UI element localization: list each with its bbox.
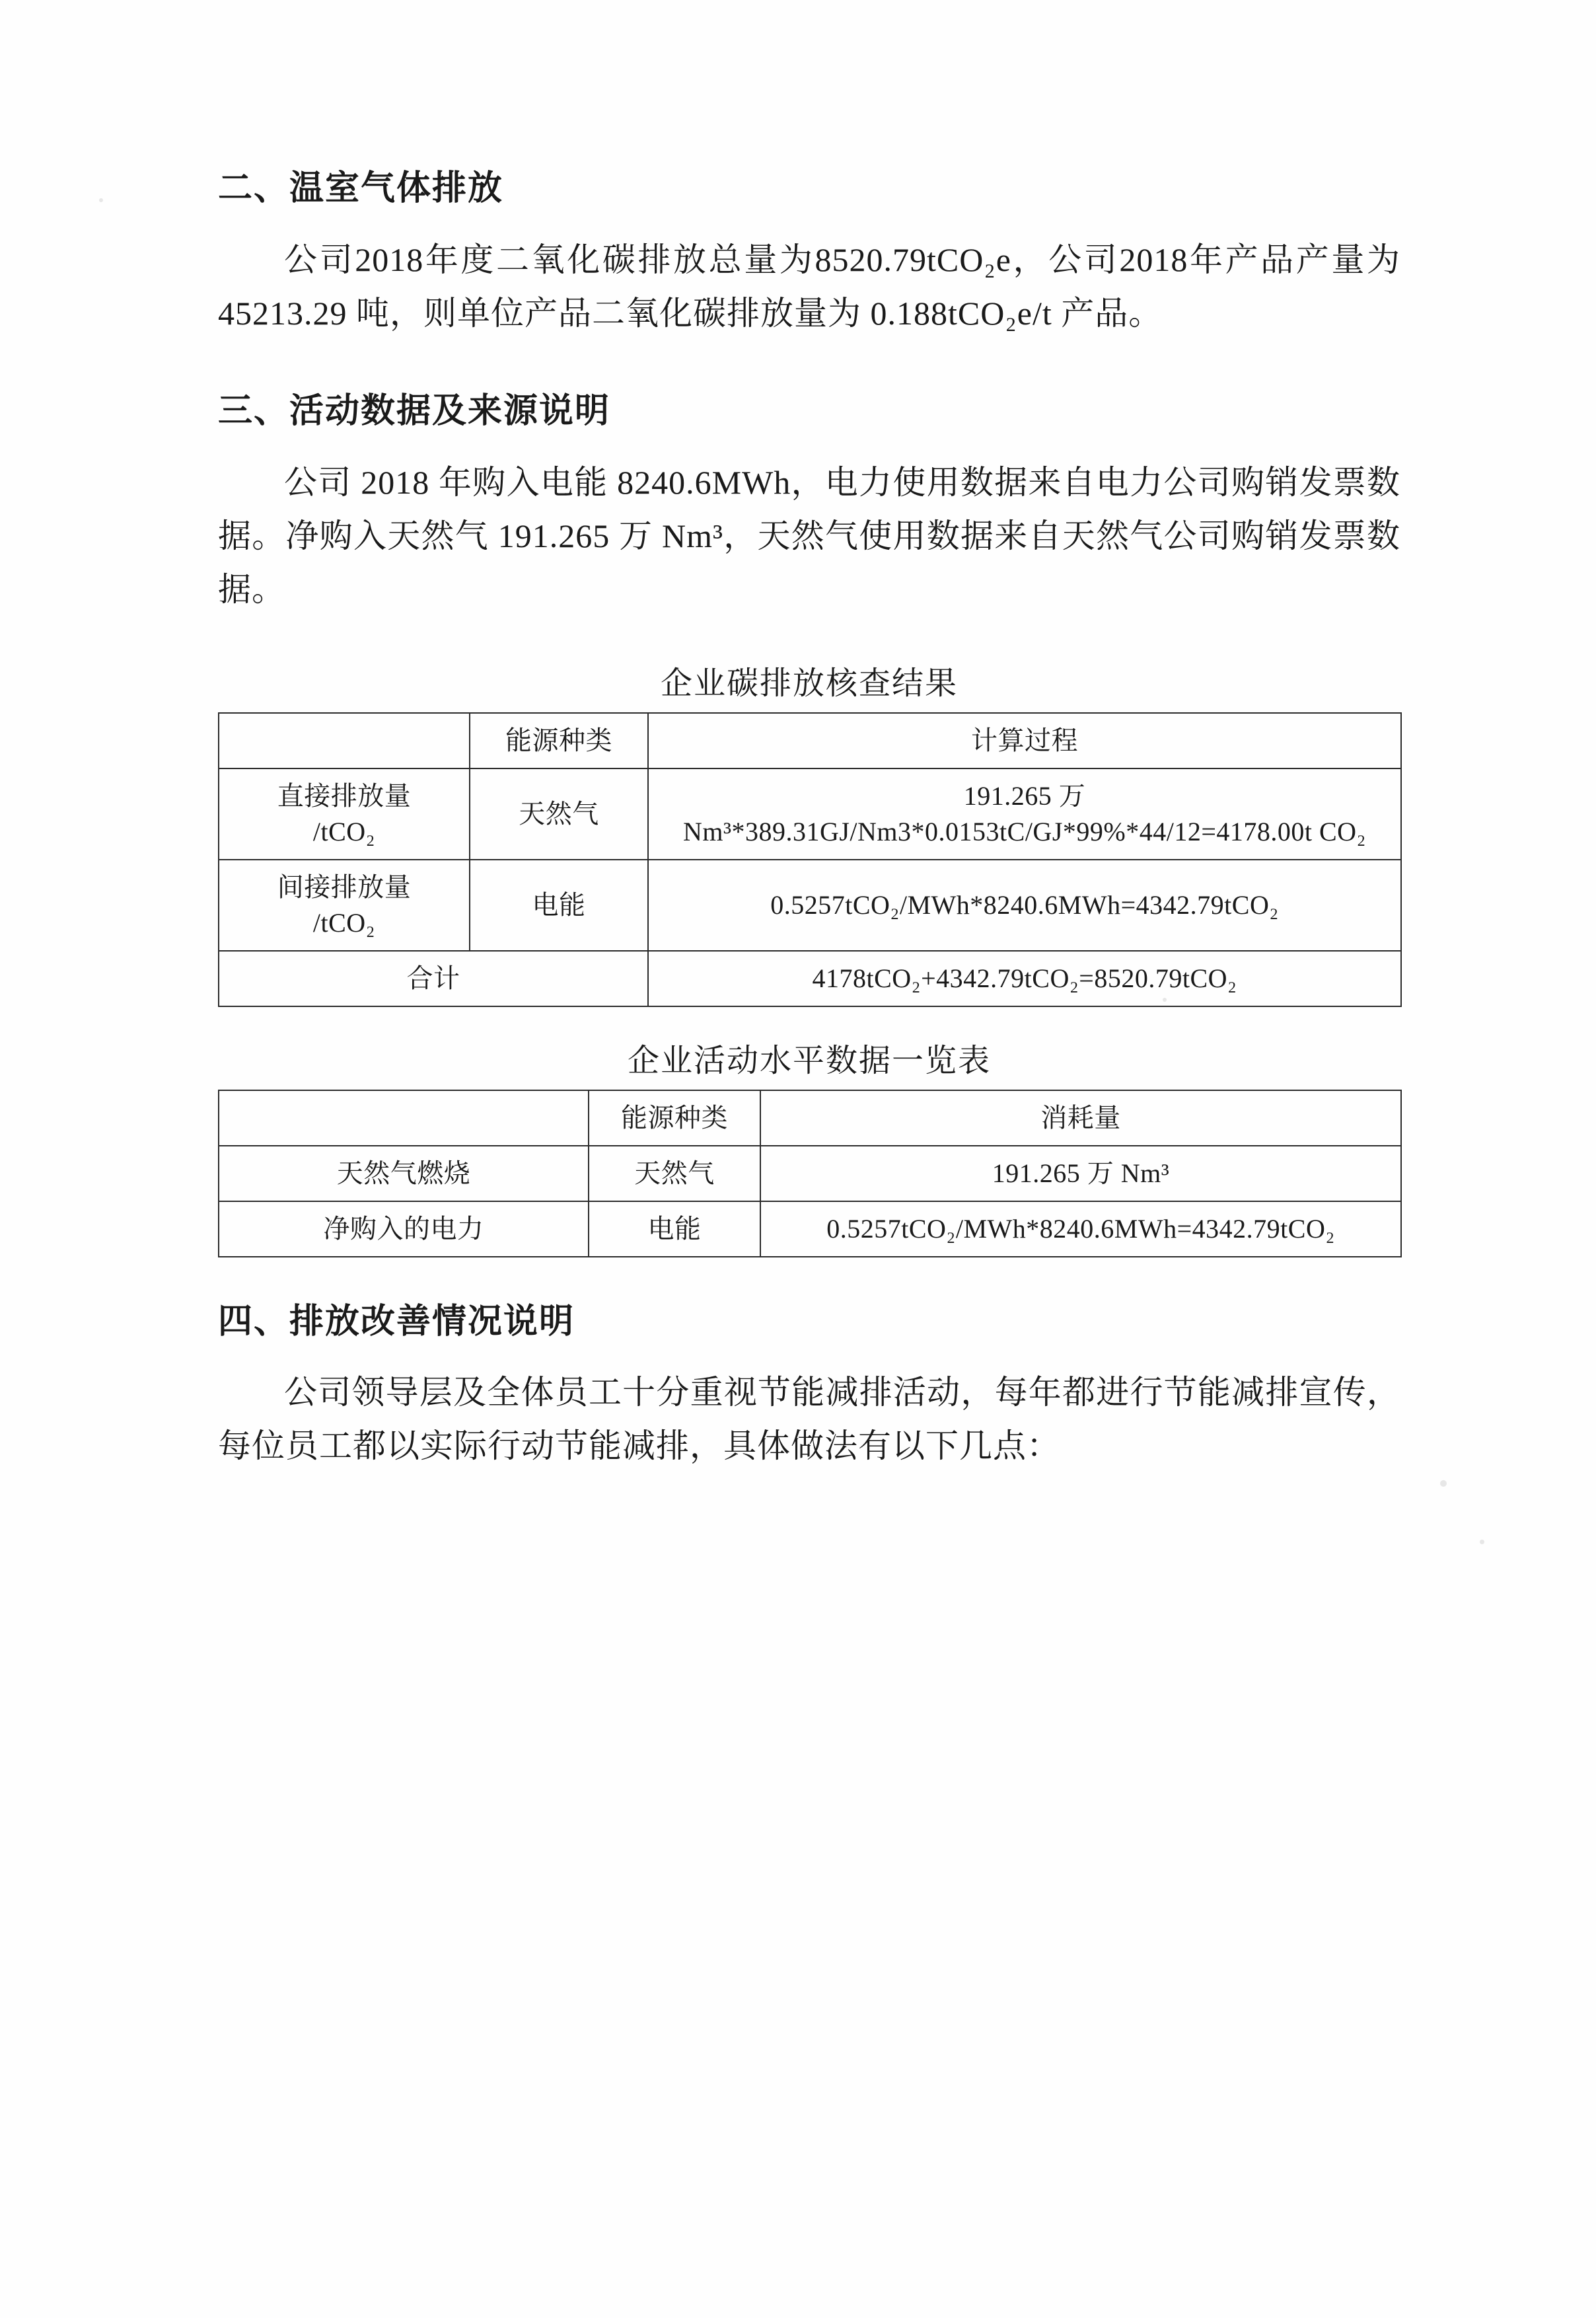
- paper-speck: [99, 198, 103, 202]
- spacer: [218, 1007, 1400, 1029]
- spacer: [218, 617, 1400, 652]
- total-value: 4178tCO₂+4342.79tCO₂=8520.79tCO₂: [648, 951, 1401, 1006]
- section-heading-4: 四、排放改善情况说明: [218, 1302, 575, 1341]
- table-header-cell-blank: [219, 1090, 589, 1146]
- spacer: [218, 1257, 1400, 1298]
- paper-speck: [1480, 1540, 1484, 1544]
- table-header-cell-consumption: 消耗量: [760, 1090, 1401, 1146]
- table-1-title: 企业碳排放核查结果: [660, 665, 958, 701]
- section-paragraph-3: 公司 2018 年购入电能 8240.6MWh，电力使用数据来自电力公司购销发票数据。净购入天然气 191.265 万 Nm³，天然气使用数据来自天然气公司购销发票数据。: [218, 463, 1400, 608]
- row-energy-type: 电能: [470, 860, 648, 951]
- row-label-indirect-emission: [219, 860, 470, 951]
- section-heading-3: 三、活动数据及来源说明: [218, 392, 611, 430]
- table-header-cell-energy-type: 能源种类: [589, 1090, 760, 1146]
- row-label-line2: /tCO₂: [312, 816, 376, 846]
- table-header-cell-calculation: 计算过程: [648, 713, 1401, 768]
- table-header-cell-energy-type: 能源种类: [470, 713, 648, 768]
- row-label-gas-combustion: 天然气燃烧: [219, 1146, 589, 1201]
- row-label-purchased-power: 净购入的电力: [219, 1201, 589, 1257]
- total-label: 合计: [219, 951, 648, 1006]
- row-label-line1: 间接排放量: [277, 872, 412, 902]
- section-paragraph-2: 公司2018年度二氧化碳排放总量为8520.79tCO₂e，公司2018年产品产量为 45213.29 吨，则单位产品二氧化碳排放量为 0.188tCO₂e/t 产品。: [218, 241, 1400, 332]
- section-paragraph-4: 公司领导层及全体员工十分重视节能减排活动，每年都进行节能减排宣传，每位员工都以实际行动节能减排，具体做法有以下几点：: [218, 1374, 1400, 1465]
- table-header-row: [219, 1090, 1401, 1146]
- table-header-row: [219, 713, 1401, 768]
- table-total-row: [219, 951, 1401, 1006]
- table-row: [219, 1146, 1401, 1201]
- spacer: [218, 340, 1400, 388]
- table-row: [219, 768, 1401, 860]
- activity-level-data-table: [218, 1090, 1402, 1257]
- section-heading-2: 二、温室气体排放: [218, 170, 504, 207]
- table-row: [219, 860, 1401, 951]
- row-amount: 191.265 万 Nm³: [760, 1146, 1401, 1201]
- row-energy-type: 天然气: [470, 768, 648, 860]
- table-2-title: 企业活动水平数据一览表: [627, 1043, 991, 1078]
- paper-speck: [1440, 1480, 1447, 1487]
- document-body: [218, 165, 1400, 1473]
- row-calculation: 0.5257tCO₂/MWh*8240.6MWh=4342.79tCO₂: [648, 860, 1401, 951]
- row-amount: 0.5257tCO₂/MWh*8240.6MWh=4342.79tCO₂: [760, 1201, 1401, 1257]
- row-energy-type: 电能: [589, 1201, 760, 1257]
- row-calculation: 191.265 万 Nm³*389.31GJ/Nm3*0.0153tC/GJ*99%*44/12=4178.00t CO₂: [648, 768, 1401, 860]
- row-label-line1: 直接排放量: [277, 780, 412, 811]
- table-row: [219, 1201, 1401, 1257]
- carbon-emission-audit-table: [218, 712, 1402, 1007]
- row-energy-type: 天然气: [589, 1146, 760, 1201]
- table-header-cell-blank: [219, 713, 470, 768]
- row-label-line2: /tCO₂: [312, 907, 376, 938]
- row-label-direct-emission: [219, 768, 470, 860]
